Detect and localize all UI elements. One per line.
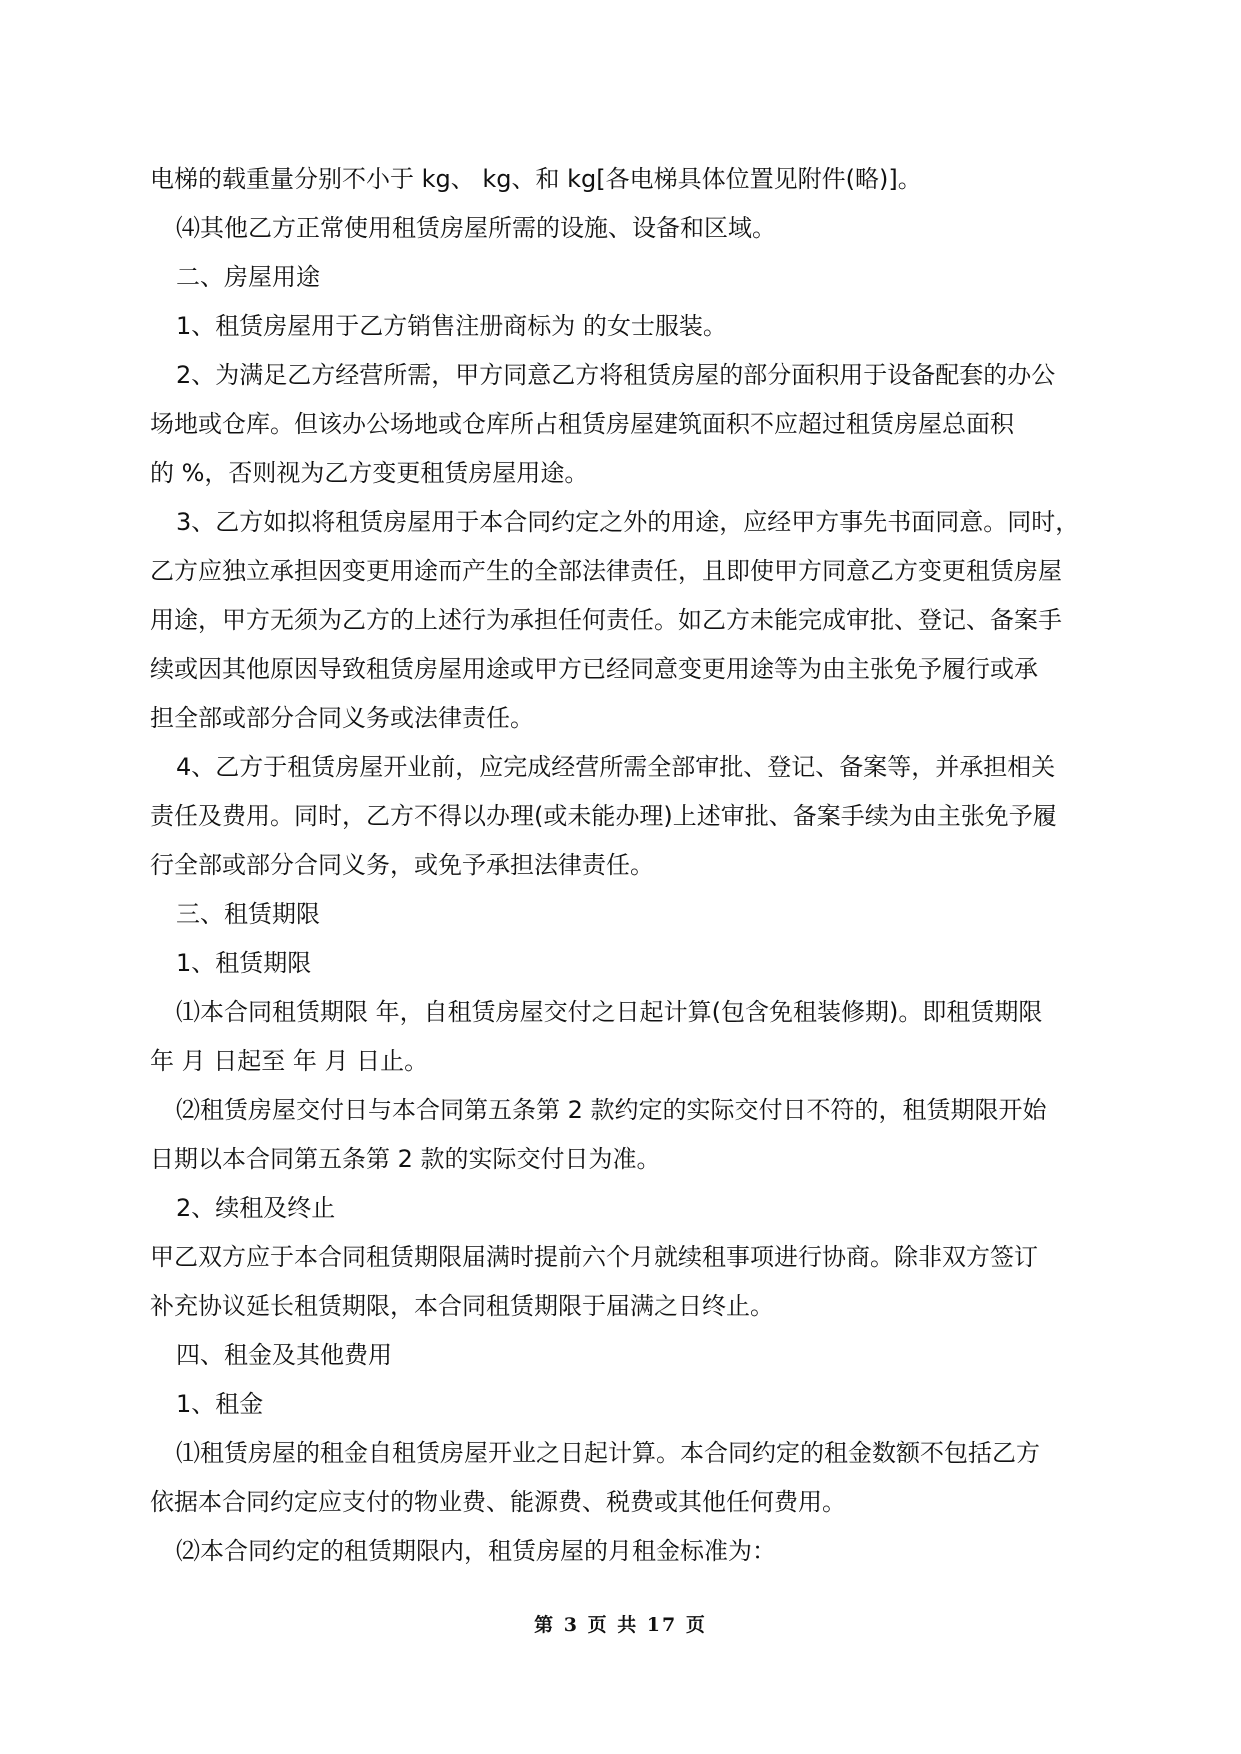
- text-line: ⑷其他乙方正常使用租赁房屋所需的设施、设备和区域。: [176, 214, 776, 242]
- text-line: 行全部或部分合同义务，或免予承担法律责任。: [150, 851, 654, 879]
- text-line: ⑵租赁房屋交付日与本合同第五条第 2 款约定的实际交付日不符的，租赁期限开始: [176, 1096, 1047, 1124]
- page-footer: 第 3 页 共 17 页: [534, 1614, 707, 1636]
- text-line: 电梯的载重量分别不小于 kg、 kg、和 kg[各电梯具体位置见附件(略)]。: [150, 165, 922, 193]
- text-line: 乙方应独立承担因变更用途而产生的全部法律责任，且即使甲方同意乙方变更租赁房屋: [150, 557, 1062, 585]
- text-line: 四、租金及其他费用: [176, 1341, 392, 1369]
- text-line: 2、续租及终止: [176, 1194, 336, 1222]
- text-line: 甲乙双方应于本合同租赁期限届满时提前六个月就续租事项进行协商。除非双方签订: [150, 1243, 1038, 1271]
- text-line: 日期以本合同第五条第 2 款的实际交付日为准。: [150, 1145, 661, 1173]
- text-line: 的 %，否则视为乙方变更租赁房屋用途。: [150, 459, 589, 487]
- document-body: [150, 155, 1095, 1576]
- text-line: 1、租金: [176, 1390, 264, 1418]
- text-line: 年 月 日起至 年 月 日止。: [150, 1047, 429, 1075]
- text-line: 1、租赁期限: [176, 949, 312, 977]
- text-line: 4、乙方于租赁房屋开业前，应完成经营所需全部审批、登记、备案等，并承担相关: [176, 753, 1056, 781]
- text-line: ⑴租赁房屋的租金自租赁房屋开业之日起计算。本合同约定的租金数额不包括乙方: [176, 1439, 1040, 1467]
- text-line: 二、房屋用途: [176, 263, 320, 291]
- text-line: 续或因其他原因导致租赁房屋用途或甲方已经同意变更用途等为由主张免予履行或承: [150, 655, 1038, 683]
- text-line: ⑴本合同租赁期限 年，自租赁房屋交付之日起计算(包含免租装修期)。即租赁期限: [176, 998, 1043, 1026]
- text-line: 2、为满足乙方经营所需，甲方同意乙方将租赁房屋的部分面积用于设备配套的办公: [176, 361, 1056, 389]
- text-line: 依据本合同约定应支付的物业费、能源费、税费或其他任何费用。: [150, 1488, 846, 1516]
- text-line: ⑵本合同约定的租赁期限内，租赁房屋的月租金标准为：: [176, 1537, 776, 1565]
- text-line: 3、乙方如拟将租赁房屋用于本合同约定之外的用途，应经甲方事先书面同意。同时，: [176, 508, 1080, 536]
- text-line: 场地或仓库。但该办公场地或仓库所占租赁房屋建筑面积不应超过租赁房屋总面积: [150, 410, 1014, 438]
- text-line: 1、租赁房屋用于乙方销售注册商标为 的女士服装。: [176, 312, 727, 340]
- text-line: 责任及费用。同时，乙方不得以办理(或未能办理)上述审批、备案手续为由主张免予履: [150, 802, 1057, 830]
- text-line: 用途，甲方无须为乙方的上述行为承担任何责任。如乙方未能完成审批、登记、备案手: [150, 606, 1062, 634]
- text-line: 三、租赁期限: [176, 900, 320, 928]
- text-line: 补充协议延长租赁期限，本合同租赁期限于届满之日终止。: [150, 1292, 774, 1320]
- text-line: 担全部或部分合同义务或法律责任。: [150, 704, 534, 732]
